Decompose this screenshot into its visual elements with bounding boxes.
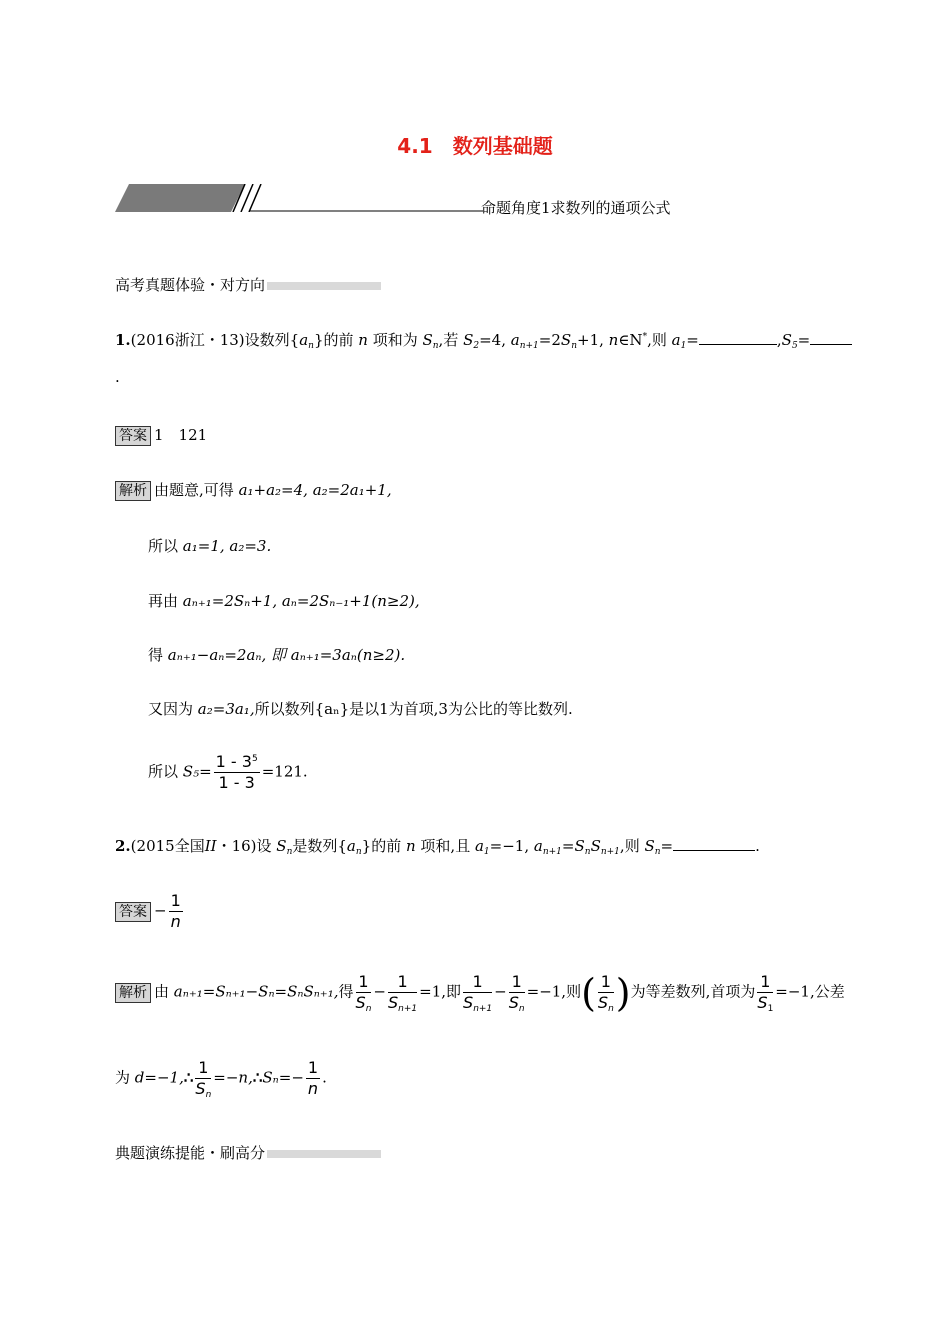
answer-tag: 答案	[115, 426, 151, 446]
analysis-1-line-5: 又因为 a₂=3a₁,所以数列{aₙ}是以1为首项,3为公比的等比数列.	[148, 700, 573, 718]
fraction: $\frac{1}{n}$	[170, 891, 181, 931]
answer-blank[interactable]	[699, 332, 777, 345]
analysis-2-line-1: 解析 由 aₙ₊₁=Sₙ₊₁−Sₙ=SₙSₙ₊₁,得 $\frac{1}{S_n}$ − $\frac{1}{S_{n+1}}$ =1,即 $\frac{1}{S_{n+1}}$ − $\frac{1}{S_n}$ =−1,则( $\frac{1}{S_n}$ )为等差数列,首项为 $\frac{1}{S_1}$ =−1,公差	[115, 972, 845, 1013]
analysis-1-line-6: 所以 S₅= $\frac{1 - 3^5}{1 - 3}$ =121.	[148, 752, 308, 792]
question-source: (2016浙江・13)	[130, 331, 245, 349]
question-1: 1.(2016浙江・13)设数列$\{a_n\}$的前 n 项和为 $S_n$,若 $S_2=4$, $a_{n+1}=2S_n+1$, n∈N*,则 $a_1= ,S_5=$	[115, 329, 852, 350]
section-practice	[115, 1142, 381, 1163]
banner-dark-block	[115, 184, 245, 212]
question-number: 2.	[115, 837, 131, 855]
answer-blank[interactable]	[810, 332, 852, 345]
analysis-1-line-3: 再由 aₙ₊₁=2Sₙ+1, aₙ=2Sₙ₋₁+1(n≥2),	[148, 592, 420, 610]
page-title: 4.1 数列基础题	[397, 134, 553, 158]
analysis-2-line-2: 为 d=−1,∴ $\frac{1}{S_n}$ =−n,∴Sₙ=− $\frac{1}{n}$ .	[115, 1058, 327, 1100]
analysis-1-line-4: 得 aₙ₊₁−aₙ=2aₙ, 即 aₙ₊₁=3aₙ(n≥2).	[148, 646, 406, 664]
question-number: 1.	[115, 331, 131, 349]
section-bar	[267, 282, 381, 290]
question-1-end: .	[115, 368, 120, 386]
section-exam	[115, 274, 381, 295]
section-bar	[267, 1150, 381, 1158]
section-exam-label: 高考真题体验・对方向	[115, 276, 266, 294]
answer-1-value: 1 121	[154, 426, 208, 444]
analysis-1-line-2: 所以 a₁=1, a₂=3.	[148, 537, 272, 555]
section-banner	[115, 184, 495, 212]
analysis-tag: 解析	[115, 983, 151, 1003]
analysis-1-line-1: 解析 由题意,可得 a₁+a₂=4, a₂=2a₁+1,	[115, 479, 392, 501]
fraction: $\frac{1 - 3^5}{1 - 3}$	[215, 752, 258, 792]
section-practice-label: 典题演练提能・刷高分	[115, 1144, 266, 1162]
answer-1	[115, 424, 207, 446]
answer-2: 答案 − $\frac{1}{n}$	[115, 891, 185, 932]
analysis-tag: 解析	[115, 481, 151, 501]
answer-blank[interactable]	[673, 838, 755, 851]
banner-label: 命题角度1求数列的通项公式	[481, 199, 671, 217]
answer-tag: 答案	[115, 902, 151, 922]
question-2: 2.(2015全国II・16)设 $S_n$是数列$\{a_n\}$的前 n 项和,且 $a_1=-1$, $a_{n+1}=S_nS_{n+1}$,则 $S_n=$ .	[115, 837, 760, 857]
